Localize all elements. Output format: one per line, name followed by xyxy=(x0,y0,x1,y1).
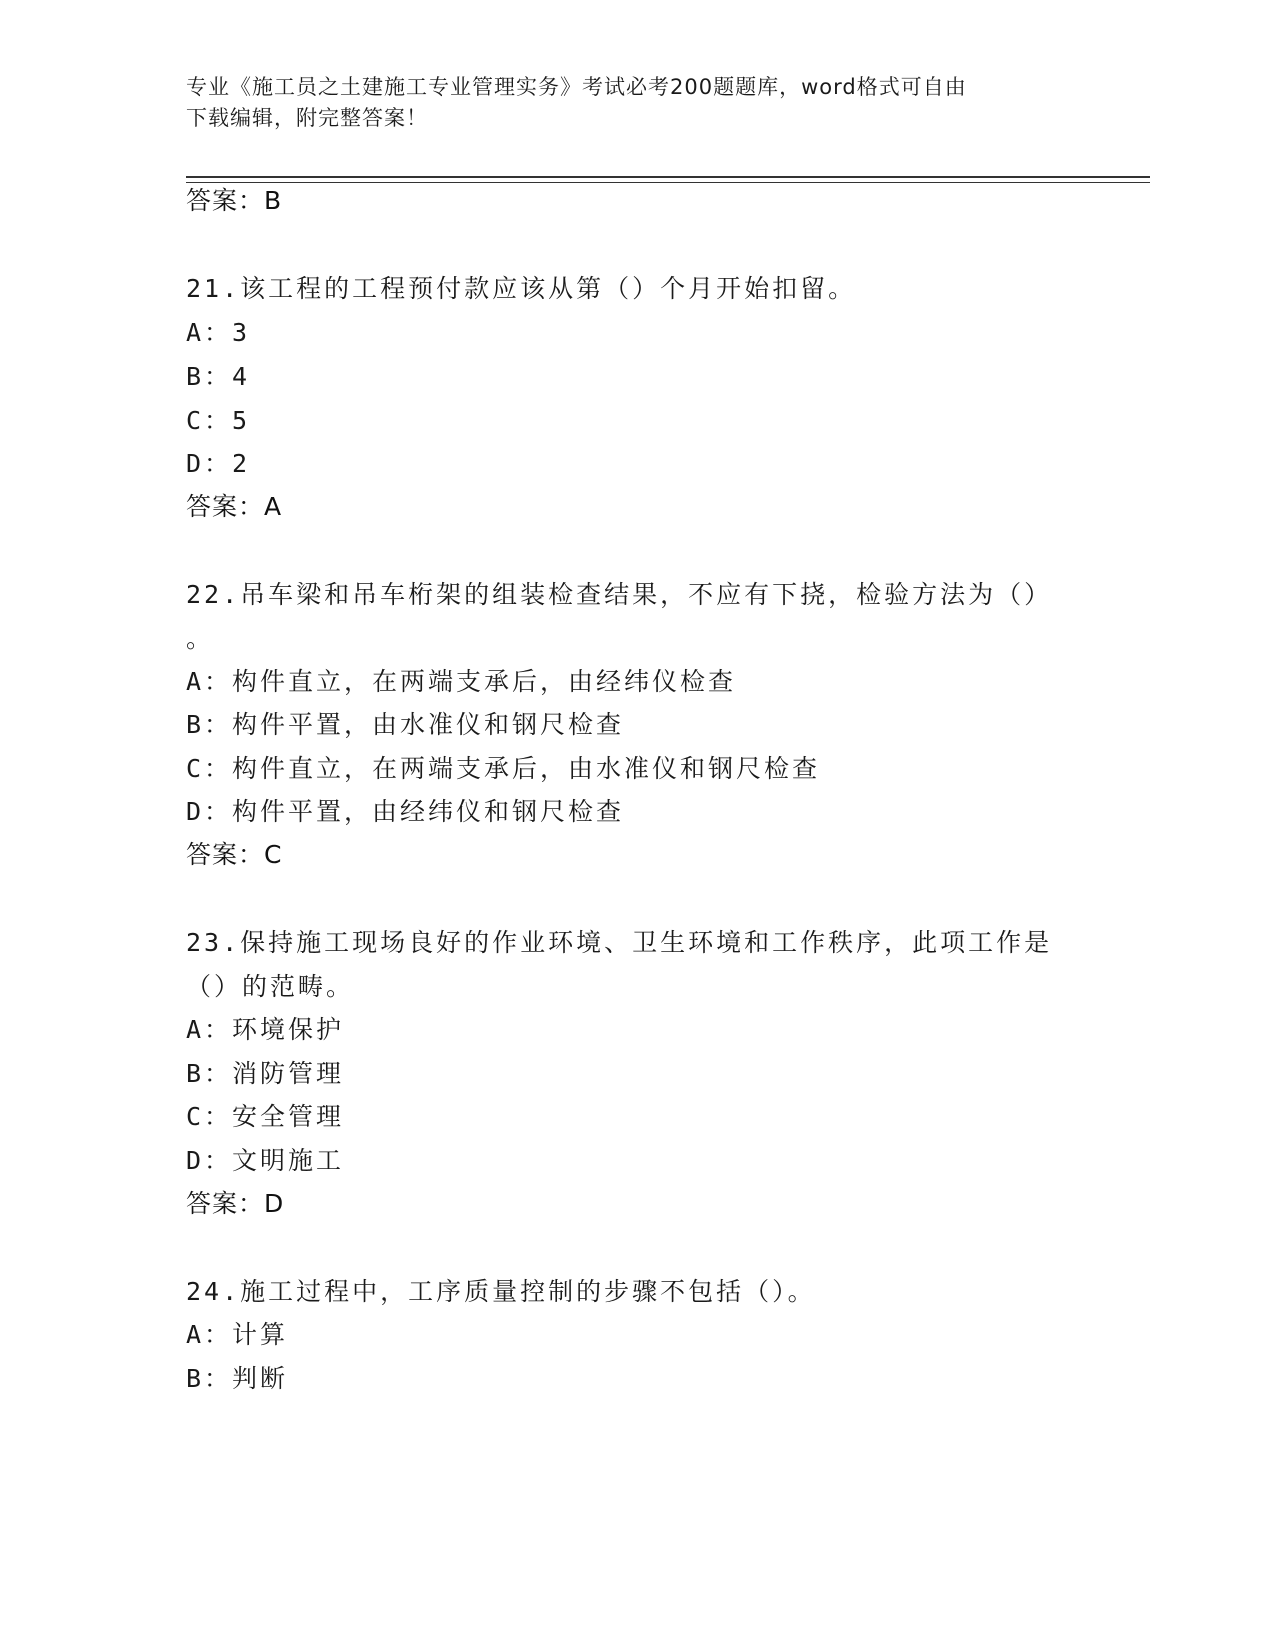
document-header xyxy=(186,72,1066,134)
question-24-option-b: B：判断 xyxy=(186,1364,289,1393)
question-23-stem-line-2: （）的范畴。 xyxy=(186,972,355,1001)
question-21-stem: 21.该工程的工程预付款应该从第（）个月开始扣留。 xyxy=(186,274,857,303)
header-line-1: 专业《施工员之土建施工专业管理实务》考试必考200题题库，word格式可自由 xyxy=(186,75,967,99)
question-24-stem: 24.施工过程中，工序质量控制的步骤不包括（）。 xyxy=(186,1277,816,1306)
question-23-option-d: D：文明施工 xyxy=(186,1146,345,1175)
question-23-option-a: A：环境保护 xyxy=(186,1015,345,1044)
header-divider-thin xyxy=(186,182,1150,183)
question-22-stem-line-2: 。 xyxy=(186,624,215,653)
answer-q21: 答案：A xyxy=(186,492,283,521)
question-24-option-a: A：计算 xyxy=(186,1320,289,1349)
question-22-option-a: A：构件直立，在两端支承后，由经纬仪检查 xyxy=(186,667,737,696)
question-21-option-a: A：3 xyxy=(186,318,251,347)
question-23-option-b: B：消防管理 xyxy=(186,1059,345,1088)
question-23-option-c: C：安全管理 xyxy=(186,1102,345,1131)
header-divider-thick xyxy=(186,176,1150,178)
question-21-option-d: D：2 xyxy=(186,449,251,478)
question-23-stem-line-1: 23.保持施工现场良好的作业环境、卫生环境和工作秩序，此项工作是 xyxy=(186,928,1053,957)
question-21-option-c: C：5 xyxy=(186,406,251,435)
answer-q20: 答案：B xyxy=(186,186,283,215)
answer-q22: 答案：C xyxy=(186,840,283,869)
question-22-option-b: B：构件平置，由水准仪和钢尺检查 xyxy=(186,710,625,739)
answer-q23: 答案：D xyxy=(186,1189,285,1218)
question-21-option-b: B：4 xyxy=(186,362,251,391)
header-line-2: 下载编辑，附完整答案！ xyxy=(186,106,428,130)
question-22-option-d: D：构件平置，由经纬仪和钢尺检查 xyxy=(186,797,625,826)
question-22-stem-line-1: 22.吊车梁和吊车桁架的组装检查结果，不应有下挠，检验方法为（） xyxy=(186,580,1053,609)
question-22-option-c: C：构件直立，在两端支承后，由水准仪和钢尺检查 xyxy=(186,754,821,783)
